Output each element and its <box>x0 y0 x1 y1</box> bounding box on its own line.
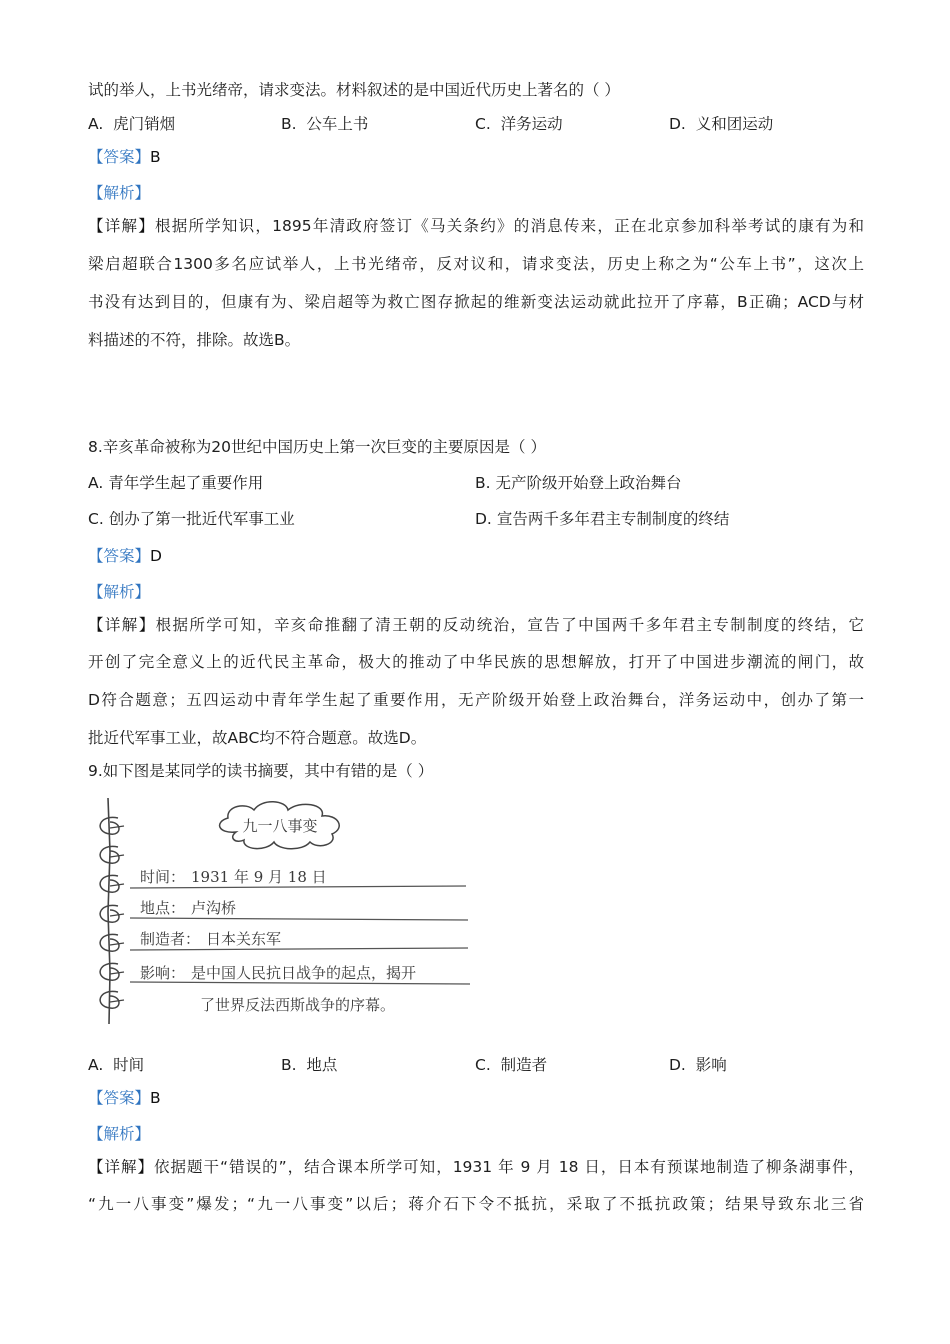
q9-detail-line-1: 【详解】依据题干“错误的”，结合课本所学可知，1931 年 9 月 18 日，日本有预谋地制造了柳条湖事件， <box>88 1158 864 1176</box>
q8-option-c: C. 创办了第一批近代军事工业 <box>88 510 295 528</box>
answer-value: B <box>150 1089 161 1107</box>
q7-detail-line-2: 梁启超联合1300多名应试举人，上书光绪帝，反对议和，请求变法，历史上称之为“公车上书”，这次上 <box>88 255 864 273</box>
reading-notes-figure <box>88 792 478 1028</box>
answer-value: D <box>150 547 162 565</box>
detail-tag: 【详解】 <box>88 1158 155 1176</box>
q9-analysis-tag: 【解析】 <box>88 1125 151 1143</box>
row-time: 时间： 1931 年 9 月 18 日 <box>140 868 327 886</box>
notebook-drawing <box>88 792 478 1028</box>
q7-detail-line-1: 【详解】根据所学知识，1895年清政府签订《马关条约》的消息传来，正在北京参加科举考试的康有为和 <box>88 217 864 235</box>
q7-detail-line-3: 书没有达到目的，但康有为、梁启超等为救亡图存掀起的维新变法运动就此拉开了序幕，B正确；ACD与材 <box>88 293 864 311</box>
q7-answer <box>88 147 161 167</box>
q7-option-c: C. 洋务运动 <box>475 115 563 133</box>
q7-detail-line-4: 料描述的不符，排除。故选B。 <box>88 331 301 349</box>
answer-tag: 【答案】 <box>88 1089 151 1107</box>
q7-option-a: A. 虎门销烟 <box>88 115 176 133</box>
binding-line <box>108 798 110 1024</box>
q9-answer <box>88 1088 161 1108</box>
row-maker: 制造者： 日本关东军 <box>140 930 282 948</box>
row-impact-cont: 了世界反法西斯战争的序幕。 <box>200 996 396 1014</box>
q7-option-b: B. 公车上书 <box>281 115 369 133</box>
q9-stem: 9.如下图是某同学的读书摘要，其中有错的是（ ） <box>88 762 434 780</box>
q8-option-b: B. 无产阶级开始登上政治舞台 <box>475 474 682 492</box>
q9-option-d: D. 影响 <box>669 1056 727 1074</box>
q8-detail-line-3: D符合题意；五四运动中青年学生起了重要作用，无产阶级开始登上政治舞台，洋务运动中，创办了第一 <box>88 691 864 709</box>
detail-tag: 【详解】 <box>88 616 156 634</box>
q8-analysis-tag: 【解析】 <box>88 583 151 601</box>
q9-detail-line-2: “九一八事变”爆发；“九一八事变”以后；蒋介石下令不抵抗，采取了不抵抗政策；结果导致东北三省 <box>88 1195 864 1213</box>
q7-stem-tail: 试的举人，上书光绪帝，请求变法。材料叙述的是中国近代历史上著名的（ ） <box>88 81 620 99</box>
figure-rows <box>140 868 416 1014</box>
q8-option-d: D. 宣告两千多年君主专制制度的终结 <box>475 510 730 528</box>
q8-detail-line-4: 批近代军事工业，故ABC均不符合题意。故选D。 <box>88 729 427 747</box>
q7-option-d: D. 义和团运动 <box>669 115 774 133</box>
answer-value: B <box>150 148 161 166</box>
q7-analysis-tag: 【解析】 <box>88 184 151 202</box>
q9-option-b: B. 地点 <box>281 1056 338 1074</box>
row-place: 地点： 卢沟桥 <box>140 899 237 917</box>
answer-tag: 【答案】 <box>88 148 151 166</box>
q9-option-a: A. 时间 <box>88 1056 145 1074</box>
row-impact: 影响： 是中国人民抗日战争的起点，揭开 <box>140 964 417 982</box>
q9-option-c: C. 制造者 <box>475 1056 548 1074</box>
answer-tag: 【答案】 <box>88 547 151 565</box>
spiral-rings <box>100 817 119 1008</box>
q8-detail-line-1: 【详解】根据所学可知，辛亥命推翻了清王朝的反动统治，宣告了中国两千多年君主专制制度的终结，它 <box>88 616 864 634</box>
q8-answer <box>88 546 162 566</box>
q8-option-a: A. 青年学生起了重要作用 <box>88 474 264 492</box>
q8-detail-line-2: 开创了完全意义上的近代民主革命，极大的推动了中华民族的思想解放，打开了中国进步潮流的闸门，故 <box>88 653 864 671</box>
q8-stem: 8.辛亥革命被称为20世纪中国历史上第一次巨变的主要原因是（ ） <box>88 438 546 456</box>
figure-title: 九一八事变 <box>242 817 318 835</box>
detail-tag: 【详解】 <box>88 217 155 235</box>
